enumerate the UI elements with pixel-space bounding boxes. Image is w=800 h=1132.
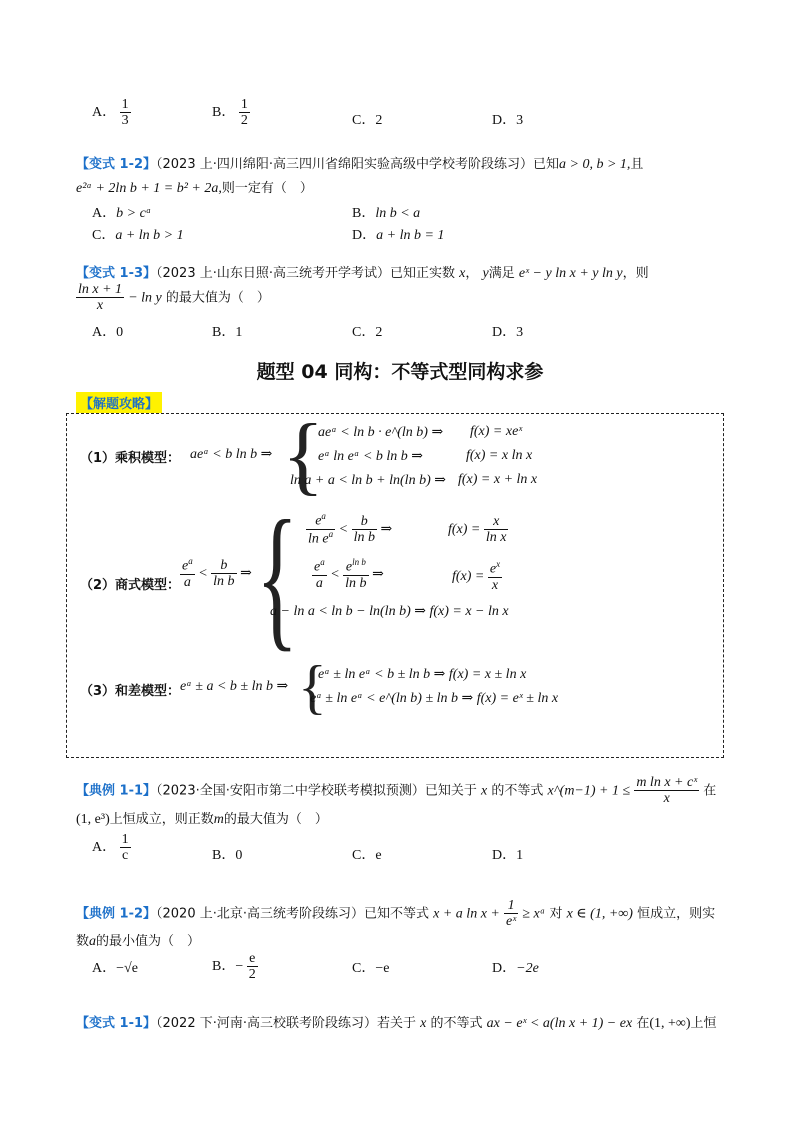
- variant-1-3-line2: $\frac{\text{ln x + 1}}{x}$ − ln y 的最大值为（ ）: [78, 282, 270, 314]
- model-3-row-1: eᵃ ± ln eᵃ < b ± ln b ⇒ f(x) = x ± ln x: [318, 667, 527, 682]
- model-1-brace: {: [282, 407, 325, 504]
- model-3-brace: {: [298, 654, 327, 720]
- variant-label: 【变式 1-1】: [76, 1016, 157, 1031]
- option-b: B．0: [212, 848, 243, 863]
- model-2-row-2-f: f(x) = $\frac{e^x}{x}$: [452, 559, 501, 594]
- model-2-row-1-f: f(x) = $\frac{x}{\text{ln x}}$: [448, 514, 507, 546]
- question-source: （2023 上·四川绵阳·高三四川省绵阳实验高级中学校考阶段练习）已知: [156, 157, 559, 172]
- question-source: （2022 下·河南·高三校联考阶段练习）若关于: [156, 1016, 416, 1031]
- model-2-main: $\frac{e^a}{a}$ < $\frac{b}{\text{ln b}}$ ⇒: [182, 556, 252, 591]
- model-2-label: （2）商式模型：: [80, 578, 181, 593]
- variant-label: 【变式 1-2】: [76, 157, 157, 172]
- model-1-row-2: eᵃ ln eᵃ < b ln b ⇒: [318, 449, 424, 464]
- option-c: C．2: [352, 113, 383, 128]
- model-1-row-1-f: f(x) = xeˣ: [470, 424, 523, 439]
- variant-1-3-line1: 【变式 1-3】（2023 上·山东日照·高三统考开学考试）已知正实数 x， y满足 eˣ − y ln x + y ln y，则: [76, 266, 649, 281]
- question-source: （2023·全国·安阳市第二中学校联考模拟预测）已知关于: [156, 783, 477, 799]
- option-c: C．2: [352, 325, 383, 340]
- model-1-label: （1）乘积模型：: [80, 451, 181, 466]
- model-2-row-2: $\frac{e^a}{a}$ < $\frac{e^{ln b}}{\text{ln b}}$ ⇒: [314, 557, 384, 592]
- option-d: D．3: [492, 325, 524, 340]
- model-1-row-3: ln a + a < ln b + ln(ln b) ⇒: [290, 473, 446, 488]
- option-a: A．b > cᵃ: [92, 206, 152, 221]
- option-b: B．− $\frac{e}{2}$: [212, 951, 256, 983]
- condition: eˣ − y ln x + y ln y: [518, 266, 623, 281]
- option-c: C．e: [352, 848, 382, 863]
- interval: (1, e³): [76, 812, 110, 827]
- domain: x ∈ (1, +∞): [566, 906, 633, 922]
- example-1-1-line1: 【典例 1-1】（2023·全国·安阳市第二中学校联考模拟预测）已知关于 x 的不等式 x^(m−1) + 1 ≤ $\frac{\text{m ln x + cˣ}}{x}$ 在: [76, 775, 717, 807]
- option-c: C．−e: [352, 961, 390, 976]
- option-b: B． $\frac{1}{2}$: [212, 97, 248, 129]
- question-source: （2023 上·山东日照·高三统考开学考试）已知正实数: [156, 266, 455, 281]
- equation: e²ᵃ + 2ln b + 1 = b² + 2a,: [76, 181, 222, 196]
- strategy-badge: 【解题攻略】: [76, 392, 162, 413]
- example-label: 【典例 1-1】: [76, 783, 157, 799]
- inequality: x^(m−1) + 1 ≤: [547, 783, 631, 799]
- interval: (1, +∞): [649, 1016, 691, 1031]
- model-2-brace: {: [256, 487, 299, 665]
- option-a: A． $\frac{1}{3}$: [92, 97, 129, 129]
- model-3-main: eᵃ ± a < b ± ln b ⇒: [180, 679, 289, 694]
- option-d: D．1: [492, 848, 524, 863]
- option-b: B．1: [212, 325, 243, 340]
- example-1-1-line2: (1, e³)上恒成立，则正数m的最大值为（ ）: [76, 812, 328, 827]
- model-3-label: （3）和差模型：: [80, 684, 181, 699]
- section-heading: 题型 04 同构：不等式型同构求参: [256, 361, 544, 383]
- model-1-row-2-f: f(x) = x ln x: [466, 448, 533, 463]
- question-source: （2020 上·北京·高三统考阶段练习）已知不等式: [156, 906, 429, 922]
- option-d: D．a + ln b = 1: [352, 228, 445, 243]
- option-a: A． $\frac{1}{c}$: [92, 832, 129, 864]
- variant-1-1-line1: 【变式 1-1】（2022 下·河南·高三校联考阶段练习）若关于 x 的不等式 ax − eˣ < a(ln x + 1) − ex 在(1, +∞)上恒: [76, 1016, 717, 1031]
- example-label: 【典例 1-2】: [76, 906, 157, 922]
- model-1-row-1: aeᵃ < ln b · e^(ln b) ⇒: [318, 425, 444, 440]
- example-1-2-line2: 数a的最小值为（ ）: [76, 934, 201, 949]
- option-d: D．−2e: [492, 961, 539, 976]
- option-a: A．0: [92, 325, 124, 340]
- model-2-row-3: a − ln a < ln b − ln(ln b) ⇒ f(x) = x − ln x: [270, 604, 509, 619]
- option-d: D．3: [492, 113, 524, 128]
- condition: a > 0, b > 1,: [559, 157, 631, 172]
- model-2-row-1: $\frac{e^a}{\ln e^a}$ < $\frac{b}{\text{ln b}}$ ⇒: [308, 511, 393, 547]
- variant-1-2-line1: 【变式 1-2】（2023 上·四川绵阳·高三四川省绵阳实验高级中学校考阶段练习）已知a > 0, b > 1,且: [76, 157, 644, 172]
- option-a: A．−√e: [92, 961, 138, 976]
- model-1-row-3-f: f(x) = x + ln x: [458, 472, 538, 487]
- model-1-main: aeᵃ < b ln b ⇒: [190, 447, 273, 462]
- option-b: B．ln b < a: [352, 206, 421, 221]
- inequality: ax − eˣ < a(ln x + 1) − ex: [486, 1016, 633, 1031]
- model-3-row-2: eᵃ ± ln eᵃ < e^(ln b) ± ln b ⇒ f(x) = eˣ ± ln x: [310, 691, 559, 706]
- variant-1-2-line2: e²ᵃ + 2ln b + 1 = b² + 2a,则一定有（ ）: [76, 181, 313, 196]
- example-1-2-line1: 【典例 1-2】（2020 上·北京·高三统考阶段练习）已知不等式 x + a ln x + $\frac{1}{\text{eˣ}}$ ≥ xᵃ 对 x ∈ (1, +∞) 恒成立，则实: [76, 898, 716, 930]
- option-c: C．a + ln b > 1: [92, 228, 184, 243]
- variant-label: 【变式 1-3】: [76, 266, 157, 281]
